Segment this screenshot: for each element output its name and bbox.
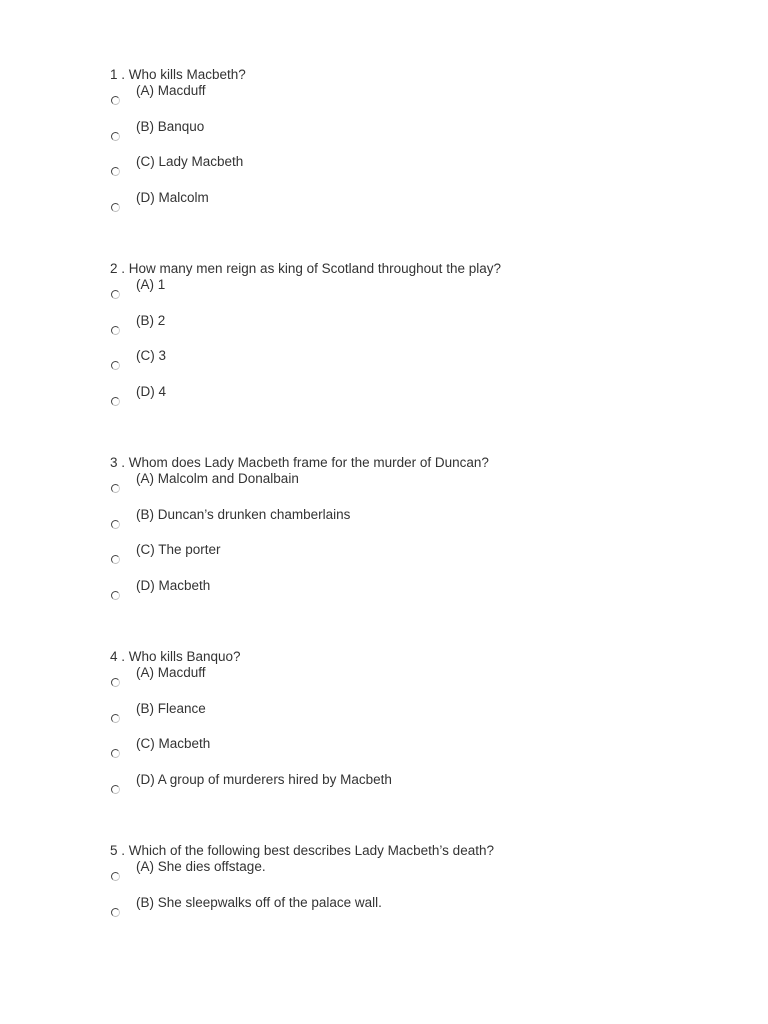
radio-button[interactable] <box>111 290 120 299</box>
answer-label: (B) Banquo <box>136 118 205 134</box>
radio-button[interactable] <box>111 132 120 141</box>
question-text: 5 . Which of the following best describes Lady Macbeth’s death? <box>110 843 494 858</box>
radio-button[interactable] <box>111 203 120 212</box>
answer-option[interactable] <box>110 119 730 155</box>
radio-button[interactable] <box>111 678 120 687</box>
answer-label: (A) Macduff <box>136 83 206 98</box>
radio-button[interactable] <box>111 326 120 335</box>
radio-button[interactable] <box>111 397 120 406</box>
answer-option[interactable] <box>110 83 730 119</box>
answer-label: (D) Macbeth <box>136 577 211 593</box>
answer-label: (C) 3 <box>136 348 166 363</box>
question-text: 4 . Who kills Banquo? <box>110 649 241 664</box>
answer-option[interactable] <box>110 313 730 349</box>
answer-label: (D) 4 <box>136 383 166 399</box>
question-text: 1 . Who kills Macbeth? <box>110 67 246 82</box>
radio-button[interactable] <box>111 520 120 529</box>
answer-label: (B) 2 <box>136 312 166 328</box>
question-1 <box>110 67 730 225</box>
answer-label: (C) The porter <box>136 542 221 557</box>
radio-button[interactable] <box>111 749 120 758</box>
question-4 <box>110 649 730 807</box>
answer-option[interactable] <box>110 542 730 578</box>
answer-label: (A) Macduff <box>136 665 206 680</box>
question-2 <box>110 261 730 419</box>
answer-option[interactable] <box>110 895 730 931</box>
answer-option[interactable] <box>110 348 730 384</box>
radio-button[interactable] <box>111 714 120 723</box>
radio-button[interactable] <box>111 591 120 600</box>
radio-button[interactable] <box>111 167 120 176</box>
radio-button[interactable] <box>111 785 120 794</box>
radio-button[interactable] <box>111 96 120 105</box>
radio-button[interactable] <box>111 908 120 917</box>
radio-button[interactable] <box>111 555 120 564</box>
answer-option[interactable] <box>110 154 730 190</box>
answer-option[interactable] <box>110 859 730 895</box>
answer-option[interactable] <box>110 736 730 772</box>
radio-button[interactable] <box>111 484 120 493</box>
question-5 <box>110 843 730 930</box>
answer-label: (B) She sleepwalks off of the palace wall. <box>136 894 382 910</box>
answer-label: (D) A group of murderers hired by Macbeth <box>136 771 392 787</box>
question-text: 2 . How many men reign as king of Scotland throughout the play? <box>110 261 501 276</box>
answer-label: (B) Duncan’s drunken chamberlains <box>136 506 351 522</box>
answer-option[interactable] <box>110 190 730 226</box>
answer-label: (B) Fleance <box>136 700 206 716</box>
answer-label: (A) Malcolm and Donalbain <box>136 471 299 486</box>
radio-button[interactable] <box>111 361 120 370</box>
question-text: 3 . Whom does Lady Macbeth frame for the murder of Duncan? <box>110 455 489 470</box>
answer-label: (C) Lady Macbeth <box>136 154 244 169</box>
answer-label: (A) 1 <box>136 277 166 292</box>
answer-option[interactable] <box>110 471 730 507</box>
answer-option[interactable] <box>110 507 730 543</box>
answer-option[interactable] <box>110 772 730 808</box>
answer-label: (A) She dies offstage. <box>136 859 266 874</box>
answer-option[interactable] <box>110 665 730 701</box>
answer-label: (C) Macbeth <box>136 736 211 751</box>
answer-label: (D) Malcolm <box>136 189 209 205</box>
answer-option[interactable] <box>110 701 730 737</box>
question-3 <box>110 455 730 613</box>
radio-button[interactable] <box>111 872 120 881</box>
answer-option[interactable] <box>110 384 730 420</box>
answer-option[interactable] <box>110 277 730 313</box>
answer-option[interactable] <box>110 578 730 614</box>
